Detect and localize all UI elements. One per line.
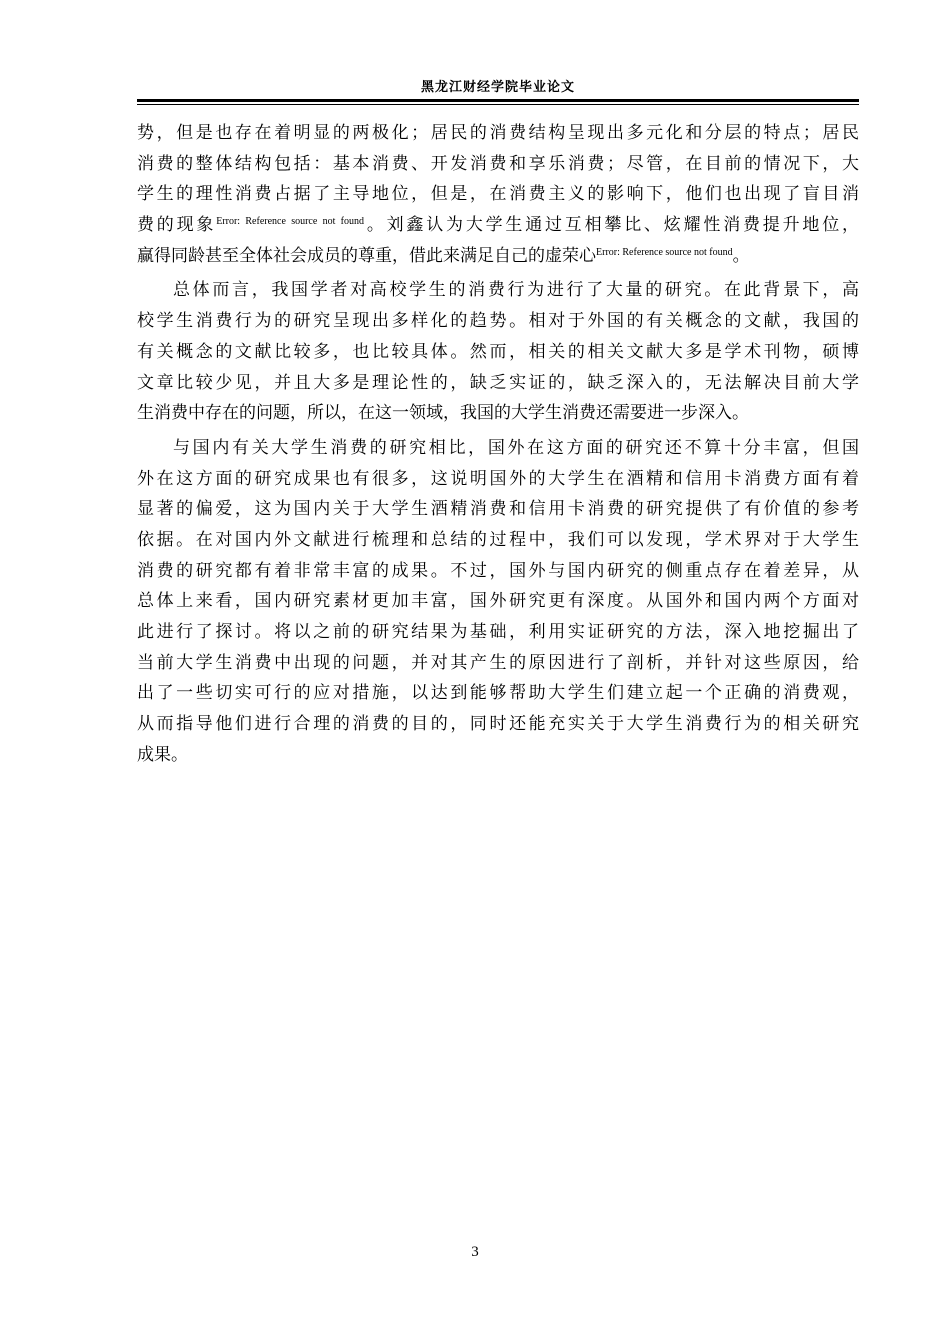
line-text: 赢得同龄甚至全体社会成员的尊重，借此来满足自己的虚荣心 — [137, 245, 596, 266]
line-text: 势，但是也存在着明显的两极化；居民的消费结构呈现出多元化和分层的特点；居民 — [137, 123, 859, 143]
page-header-title: 黑龙江财经学院毕业论文 — [420, 80, 575, 95]
text-line — [137, 210, 859, 241]
text-line — [137, 368, 859, 399]
text-line — [137, 118, 859, 149]
text-line — [137, 179, 859, 210]
text-line — [137, 337, 859, 368]
text-line — [137, 398, 859, 429]
line-text: 此进行了探讨。将以之前的研究结果为基础，利用实证研究的方法，深入地挖掘出了 — [137, 622, 859, 642]
paragraph — [137, 118, 859, 271]
text-line — [137, 494, 859, 525]
line-text-after-ref: 。刘鑫认为大学生通过互相攀比、炫耀性消费提升地位， — [364, 215, 860, 236]
text-line — [137, 617, 859, 648]
text-line — [137, 648, 859, 679]
text-line — [137, 241, 859, 272]
line-text: 校学生消费行为的研究呈现出多样化的趋势。相对于外国的有关概念的文献，我国的 — [137, 311, 859, 332]
text-line — [137, 464, 859, 495]
line-text: 依据。在对国内外文献进行梳理和总结的过程中，我们可以发现，学术界对于大学生 — [137, 529, 859, 550]
text-line — [137, 149, 859, 180]
paragraph — [137, 433, 859, 771]
line-text: 消费的研究都有着非常丰富的成果。不过，国外与国内研究的侧重点存在着差异，从 — [137, 560, 859, 581]
header-rule-thick — [137, 99, 859, 102]
line-text: 文章比较少见，并且大多是理论性的，缺乏实证的，缺乏深入的，无法解决目前大学 — [137, 372, 859, 393]
reference-error: Error: Reference source not found — [596, 246, 733, 258]
body-text — [137, 118, 859, 770]
line-text: 总体上来看，国内研究素材更加丰富，国外研究更有深度。从国外和国内两个方面对 — [137, 591, 859, 612]
text-line — [137, 556, 859, 587]
text-line — [137, 586, 859, 617]
line-text: 显著的偏爱，这为国内关于大学生酒精消费和信用卡消费的研究提供了有价值的参考 — [137, 499, 859, 520]
page-number: 3 — [471, 1244, 479, 1260]
line-text: 从而指导他们进行合理的消费的目的，同时还能充实关于大学生消费行为的相关研究 — [137, 714, 859, 735]
text-line — [137, 306, 859, 337]
text-line — [137, 525, 859, 556]
reference-error: Error: Reference source not found — [216, 216, 365, 228]
line-text: 有关概念的文献比较多，也比较具体。然而，相关的相关文献大多是学术刊物，硕博 — [137, 341, 859, 362]
text-line — [137, 433, 859, 464]
header-rule-thin — [137, 104, 859, 105]
text-line — [137, 740, 859, 771]
line-text: 费的现象 — [137, 215, 217, 236]
paragraph — [137, 275, 859, 428]
line-text: 消费的整体结构包括：基本消费、开发消费和享乐消费；尽管，在目前的情况下，大 — [137, 153, 859, 174]
line-text: 生消费中存在的问题，所以，在这一领域，我国的大学生消费还需要进一步深入。 — [137, 403, 749, 424]
text-line — [137, 275, 859, 306]
line-text-after-ref: 。 — [732, 245, 750, 266]
line-text: 总体而言，我国学者对高校学生的消费行为进行了大量的研究。在此背景下，高 — [173, 280, 859, 301]
line-text: 出了一些切实可行的应对措施，以达到能够帮助大学生们建立起一个正确的消费观， — [137, 683, 859, 704]
line-text: 外在这方面的研究成果也有很多，这说明国外的大学生在酒精和信用卡消费方面有着 — [137, 468, 859, 489]
text-line — [137, 678, 859, 709]
line-text: 与国内有关大学生消费的研究相比，国外在这方面的研究还不算十分丰富，但国 — [173, 437, 859, 458]
line-text: 成果。 — [137, 744, 188, 765]
line-text: 学生的理性消费占据了主导地位，但是，在消费主义的影响下，他们也出现了盲目消 — [137, 184, 859, 205]
line-text: 当前大学生消费中出现的问题，并对其产生的原因进行了剖析，并针对这些原因，给 — [137, 652, 859, 673]
text-line — [137, 709, 859, 740]
